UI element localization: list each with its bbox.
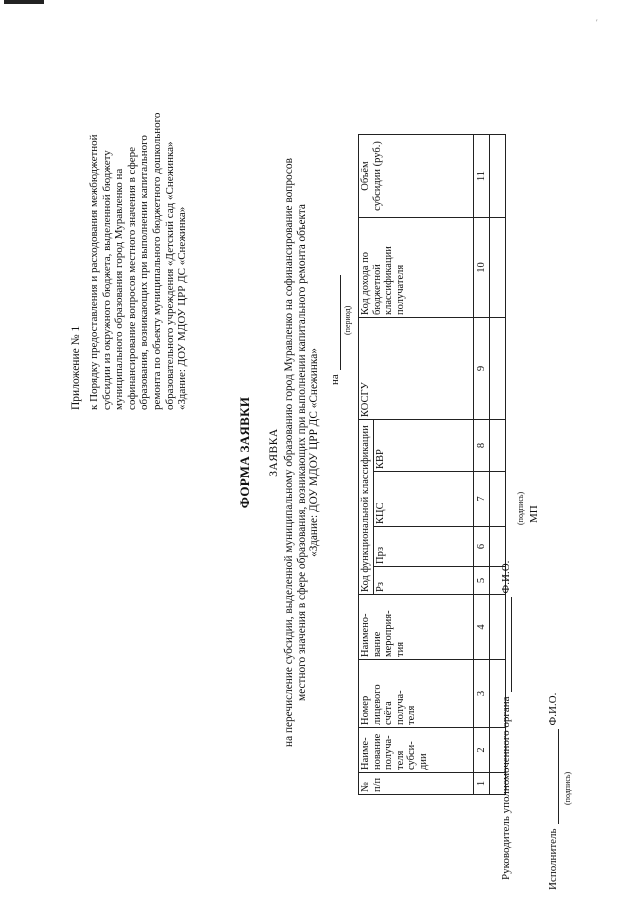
header-event-name: Наимено- вание мероприя- тия bbox=[359, 595, 474, 660]
head-label: Руководитель уполномоченного органа bbox=[500, 696, 512, 880]
scan-speck: ′ bbox=[596, 18, 598, 27]
request-heading: ЗАЯВКА bbox=[268, 428, 280, 477]
column-number: 8 bbox=[474, 420, 490, 472]
appendix-preamble bbox=[88, 30, 189, 410]
head-fio: Ф.И.О. bbox=[500, 560, 512, 594]
column-number: 2 bbox=[474, 728, 490, 773]
request-table bbox=[358, 134, 506, 795]
period-prefix: на bbox=[329, 374, 341, 385]
head-signature-caption: (подпись) bbox=[516, 491, 525, 525]
period-caption: (период) bbox=[343, 305, 352, 335]
preamble-line: субсидии из окружного бюджета, выделенной бюджету bbox=[100, 150, 113, 410]
preamble-line: образовательного учреждения «Детский сад «Снежинка» bbox=[163, 141, 176, 410]
header-num: № п/п bbox=[359, 773, 474, 795]
table-cell bbox=[490, 135, 506, 218]
header-kvr: КВР bbox=[374, 420, 474, 472]
column-number: 9 bbox=[474, 318, 490, 420]
executor-fio: Ф.И.О. bbox=[547, 692, 559, 726]
head-signature-line bbox=[500, 380, 512, 880]
header-recipient-name: Наиме- нование получа- теля субси- дии bbox=[359, 728, 474, 773]
preamble-line: образования, возникающих при выполнении капитального bbox=[138, 135, 151, 410]
header-func-code: Код функциональной классификации bbox=[359, 420, 374, 595]
preamble-line: муниципального образования город Муравленко на bbox=[113, 168, 126, 410]
subtitle-line: «Здание: ДОУ МДОУ ЦРР ДС «Снежинка» bbox=[308, 348, 321, 557]
preamble-line: ремонта по объекту муниципального бюджетного дошкольного bbox=[150, 112, 163, 410]
column-number: 11 bbox=[474, 135, 490, 218]
executor-signature-caption: (подпись) bbox=[563, 771, 572, 805]
header-account-number: Номер лицевого счёта получа- теля bbox=[359, 660, 474, 728]
column-number: 6 bbox=[474, 527, 490, 567]
table-column-numbers-row bbox=[474, 135, 490, 795]
request-subtitle bbox=[283, 0, 321, 905]
header-prz: Прз bbox=[374, 527, 474, 567]
subtitle-line: на перечисление субсидии, выделенной муниципальному образованию город Муравленко на софинансирование вопросов bbox=[283, 158, 295, 747]
executor-signature-blank bbox=[558, 729, 559, 824]
column-number: 1 bbox=[474, 773, 490, 795]
preamble-line: софинансирование вопросов местного значения в сфере bbox=[125, 147, 138, 410]
form-title: ФОРМА ЗАЯВКИ bbox=[237, 396, 252, 509]
preamble-line: к Порядку предоставления и расходования межбюджетной bbox=[88, 134, 100, 410]
header-kcs: КЦС bbox=[374, 472, 474, 527]
header-kosgu: КОСГУ bbox=[359, 318, 474, 420]
preamble-line: «Здание: ДОУ МДОУ ЦРР ДС «Снежинка» bbox=[176, 206, 189, 410]
subtitle-line: местного значения в сфере образования, возникающих при выполнении капитального ремонта объекта bbox=[295, 204, 308, 701]
header-subsidy-volume: Объём субсидии (руб.) bbox=[359, 135, 474, 218]
period-blank-line bbox=[340, 275, 341, 370]
column-number: 5 bbox=[474, 567, 490, 595]
header-income-code: Код дохода по бюджетной классификации получателя bbox=[359, 218, 474, 318]
executor-signature-line bbox=[547, 490, 559, 890]
executor-label: Исполнитель bbox=[547, 828, 559, 890]
head-signature-blank bbox=[511, 597, 512, 692]
column-number: 10 bbox=[474, 218, 490, 318]
table-cell bbox=[490, 218, 506, 318]
period-field bbox=[329, 255, 341, 385]
table-header-row bbox=[359, 135, 374, 795]
column-number: 7 bbox=[474, 472, 490, 527]
column-number: 4 bbox=[474, 595, 490, 660]
stamp-place: МП bbox=[528, 505, 540, 523]
column-number: 3 bbox=[474, 660, 490, 728]
header-rz: Рз bbox=[374, 567, 474, 595]
appendix-title: Приложение № 1 bbox=[70, 325, 82, 410]
